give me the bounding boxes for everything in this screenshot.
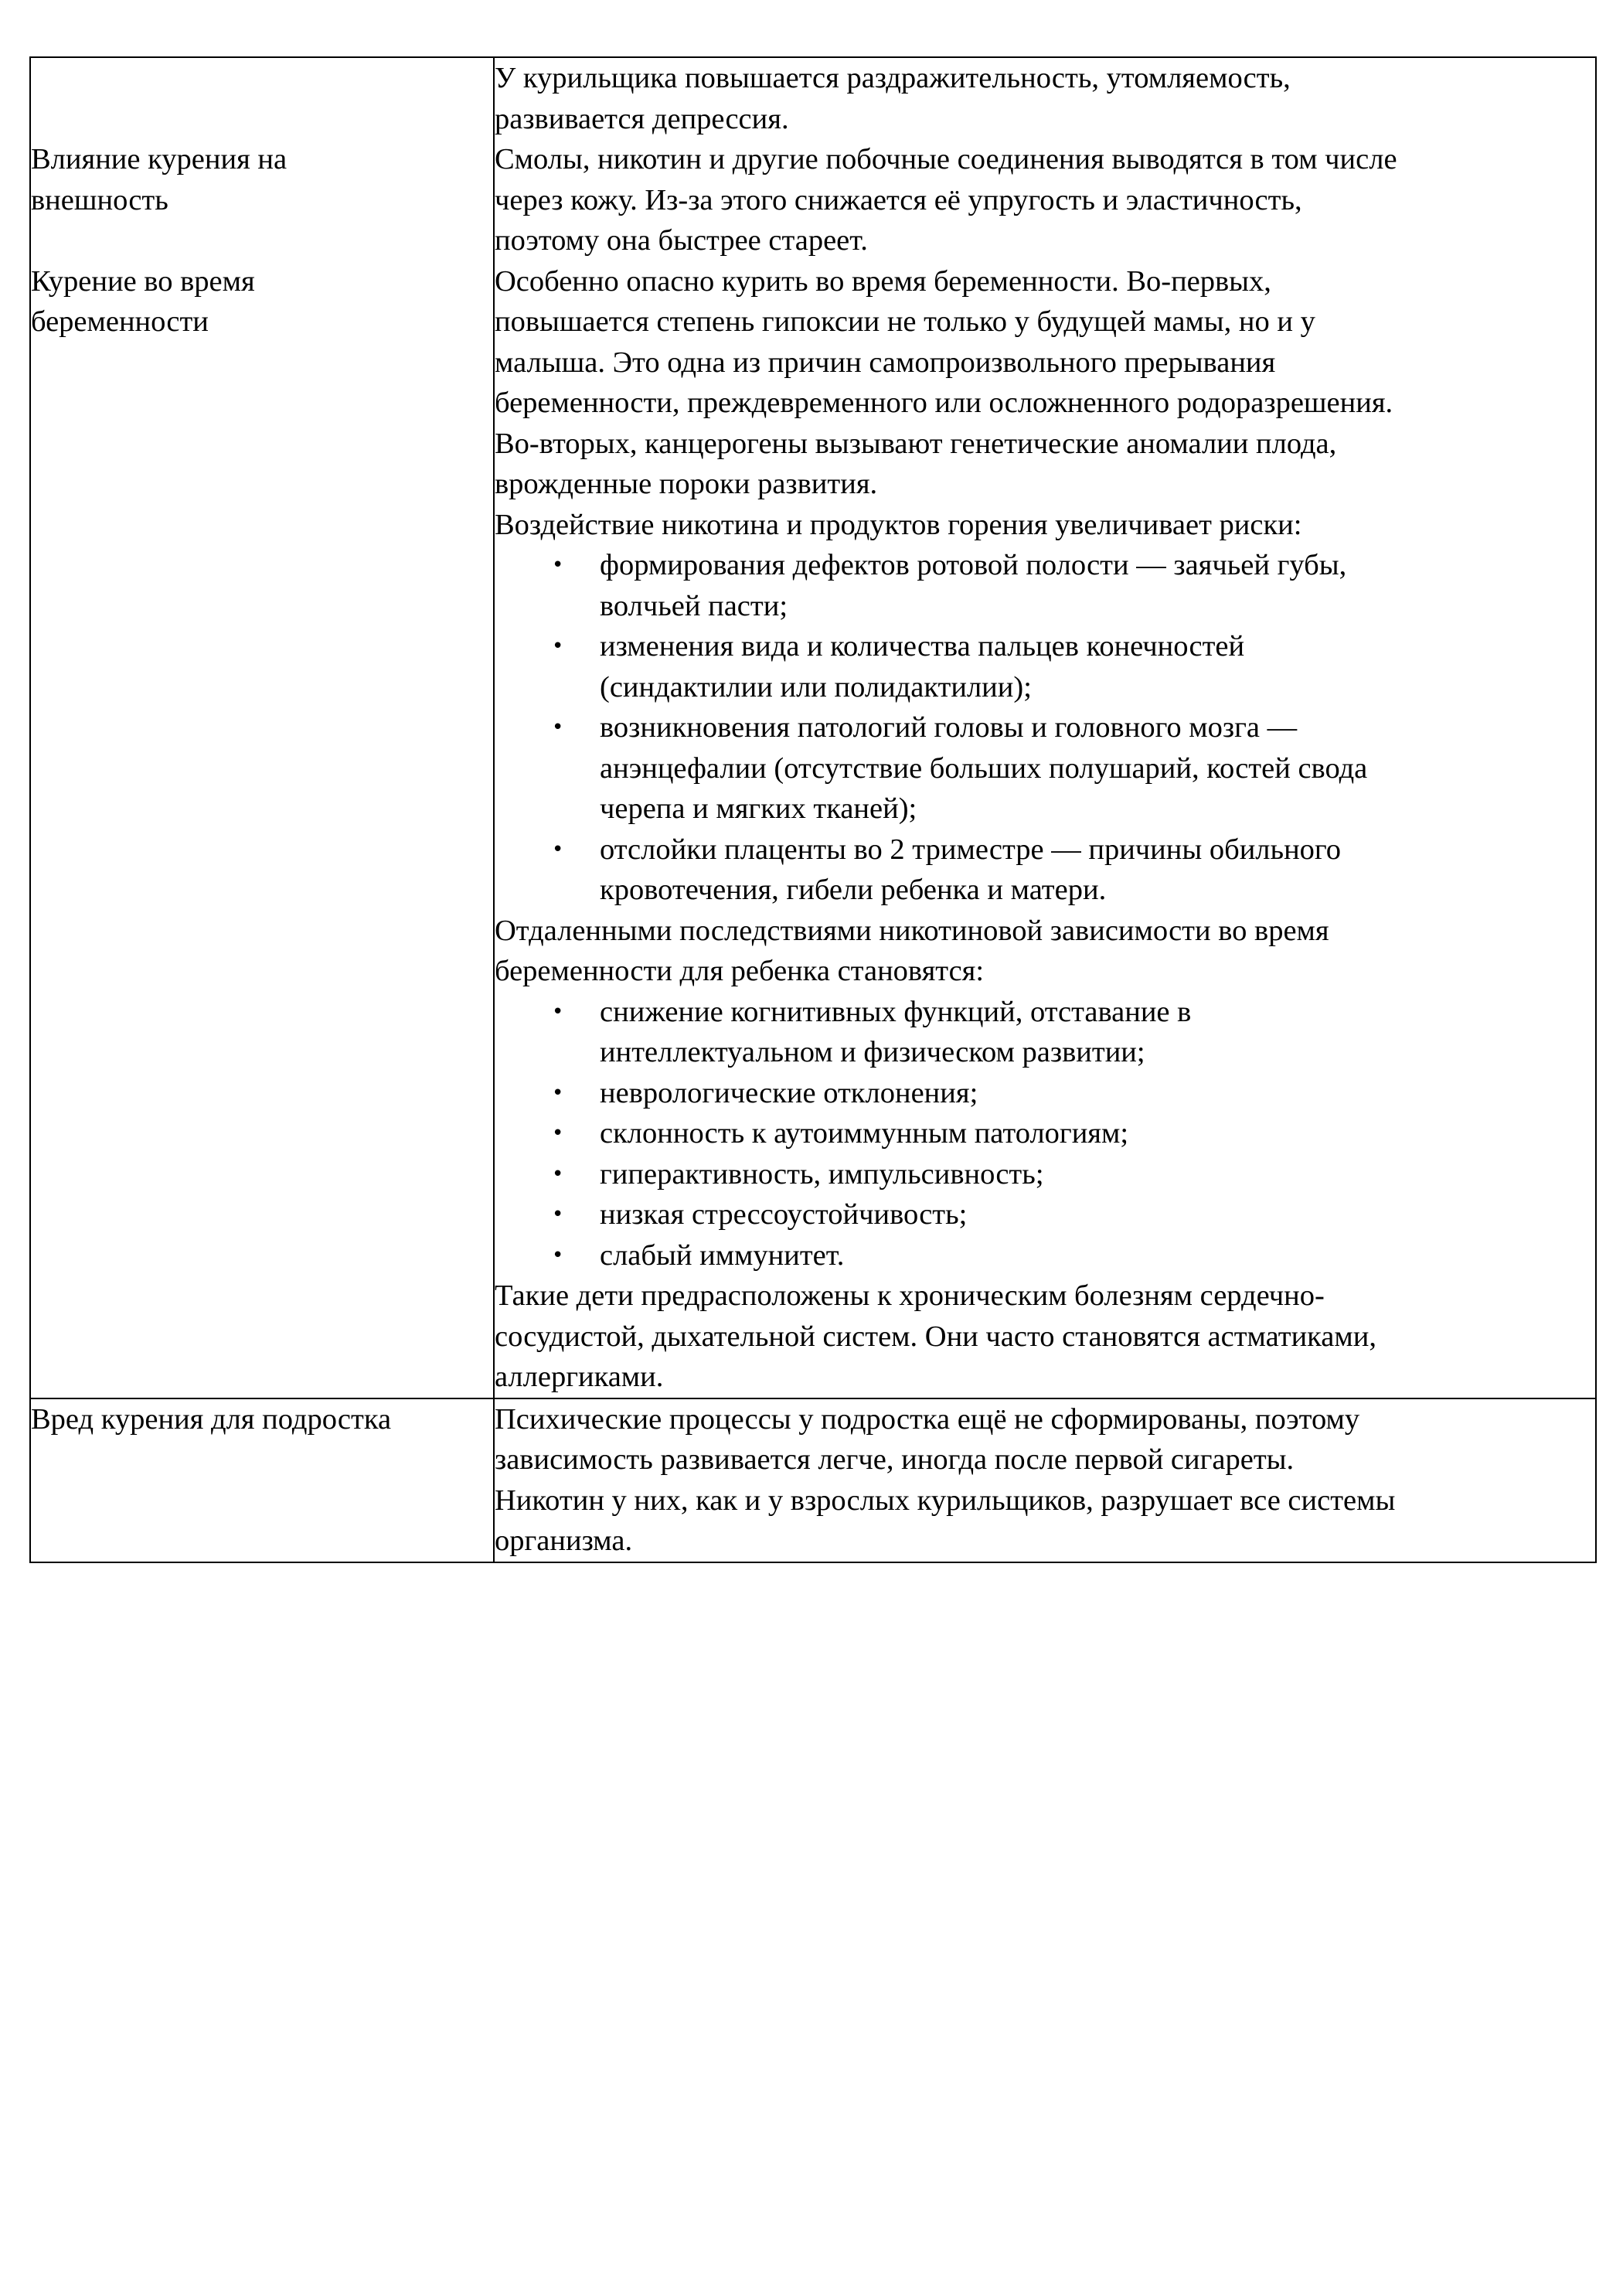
list-item xyxy=(495,545,1595,626)
list-item xyxy=(495,1073,1595,1114)
bullet-icon: • xyxy=(552,1203,564,1226)
text-line: изменения вида и количества пальцев конечностей xyxy=(600,630,1245,663)
list-item xyxy=(495,1113,1595,1154)
left-spacer xyxy=(31,220,493,261)
list-item xyxy=(495,992,1595,1073)
bullet-icon: • xyxy=(552,1122,564,1145)
text-line: Такие дети предрасположены к хроническим болезням сердечно- xyxy=(495,1279,1325,1312)
row-2-left-cell xyxy=(30,1398,494,1562)
bullet-icon: • xyxy=(552,1162,564,1186)
text-line: Смолы, никотин и другие побочные соединения выводятся в том числе xyxy=(495,143,1397,175)
text-line: малыша. Это одна из причин самопроизвольного прерывания xyxy=(495,346,1276,379)
text-line: слабый иммунитет. xyxy=(600,1238,845,1272)
left-spacer xyxy=(31,58,493,99)
text-line: волчьей пасти; xyxy=(600,589,788,622)
list-item xyxy=(495,829,1595,911)
text-line: аллергиками. xyxy=(495,1361,664,1393)
text-line: интеллектуальном и физическом развитии; xyxy=(600,1036,1145,1068)
consequences-paragraph xyxy=(495,911,1595,992)
appearance-heading-line: Влияние курения на xyxy=(31,143,288,175)
skin-paragraph xyxy=(495,139,1595,261)
table-row-pregnancy xyxy=(30,57,1596,1398)
text-line: низкая стрессоустойчивость; xyxy=(600,1198,968,1231)
children-paragraph xyxy=(495,1276,1595,1398)
text-line: зависимость развивается легче, иногда после первой сигареты. xyxy=(495,1443,1295,1476)
text-line: Особенно опасно курить во время беременности. Во-первых, xyxy=(495,264,1271,298)
text-line: черепа и мягких тканей); xyxy=(600,792,917,825)
text-line: отслойки плаценты во 2 триместре — причины обильного xyxy=(600,833,1342,866)
row-2-right-cell xyxy=(494,1398,1596,1562)
teenager-heading: Вред курения для подростка xyxy=(31,1402,392,1436)
text-line: склонность к аутоиммунным патологиям; xyxy=(600,1117,1129,1150)
row-1-left-cell xyxy=(30,57,494,1398)
bullet-icon: • xyxy=(552,1000,564,1024)
text-line: повышается степень гипоксии не только у будущей мамы, но и у xyxy=(495,305,1315,338)
bullet-icon: • xyxy=(552,716,564,739)
text-line: (синдактилии или полидактилии); xyxy=(600,670,1032,703)
text-line: формирования дефектов ротовой полости — заячьей губы, xyxy=(600,549,1347,581)
text-line: Никотин у них, как и у взрослых курильщиков, разрушает все системы xyxy=(495,1484,1396,1517)
risks-list xyxy=(495,545,1595,911)
bullet-icon: • xyxy=(552,1243,564,1267)
appearance-heading xyxy=(31,139,493,220)
text-line: Во-вторых, канцерогены вызывают генетические аномалии плода, xyxy=(495,427,1337,460)
pregnancy-paragraph xyxy=(495,261,1595,505)
list-item xyxy=(495,707,1595,829)
bullet-icon: • xyxy=(552,635,564,658)
teenager-paragraph xyxy=(495,1399,1595,1562)
pregnancy-heading-line: Курение во время xyxy=(31,264,255,298)
text-line: беременности для ребенка становятся: xyxy=(495,955,985,987)
text-line: возникновения патологий головы и головного мозга — xyxy=(600,711,1298,744)
bullet-icon: • xyxy=(552,1081,564,1105)
list-item xyxy=(495,1154,1595,1195)
irritability-paragraph xyxy=(495,58,1595,139)
text-line: Отдаленными последствиями никотиновой зависимости во время xyxy=(495,914,1329,947)
text-line: врожденные пороки развития. xyxy=(495,468,878,500)
list-item xyxy=(495,1235,1595,1276)
text-line: сосудистой, дыхательной систем. Они часто становятся астматиками, xyxy=(495,1320,1376,1353)
list-item xyxy=(495,626,1595,707)
text-line: анэнцефалии (отсутствие больших полушарий, костей свода xyxy=(600,751,1368,785)
text-line: поэтому она быстрее стареет. xyxy=(495,224,868,257)
text-line: развивается депрессия. xyxy=(495,102,789,135)
text-line: через кожу. Из-за этого снижается её упругость и эластичность, xyxy=(495,183,1302,216)
row-1-right-cell xyxy=(494,57,1596,1398)
bullet-icon: • xyxy=(552,554,564,577)
list-item xyxy=(495,1194,1595,1235)
text-line: кровотечения, гибели ребенка и матери. xyxy=(600,874,1107,906)
consequences-list xyxy=(495,992,1595,1276)
left-spacer xyxy=(31,99,493,140)
text-line: снижение когнитивных функций, отставание в xyxy=(600,995,1192,1028)
bullet-icon: • xyxy=(552,837,564,861)
text-line: организма. xyxy=(495,1524,633,1557)
text-line: У курильщика повышается раздражительность, утомляемость, xyxy=(495,62,1291,94)
text-line: беременности, преждевременного или осложненного родоразрешения. xyxy=(495,387,1393,419)
text-line: неврологические отклонения; xyxy=(600,1076,978,1109)
content-table xyxy=(29,56,1597,1563)
risks-intro-paragraph: Воздействие никотина и продуктов горения увеличивает риски: xyxy=(495,508,1302,541)
pregnancy-heading xyxy=(31,261,493,342)
text-line: Психические процессы у подростка ещё не сформированы, поэтому xyxy=(495,1402,1360,1436)
text-line: гиперактивность, импульсивность; xyxy=(600,1157,1044,1191)
pregnancy-heading-line: беременности xyxy=(31,305,209,338)
table-row-teenager xyxy=(30,1398,1596,1562)
appearance-heading-line: внешность xyxy=(31,183,168,216)
